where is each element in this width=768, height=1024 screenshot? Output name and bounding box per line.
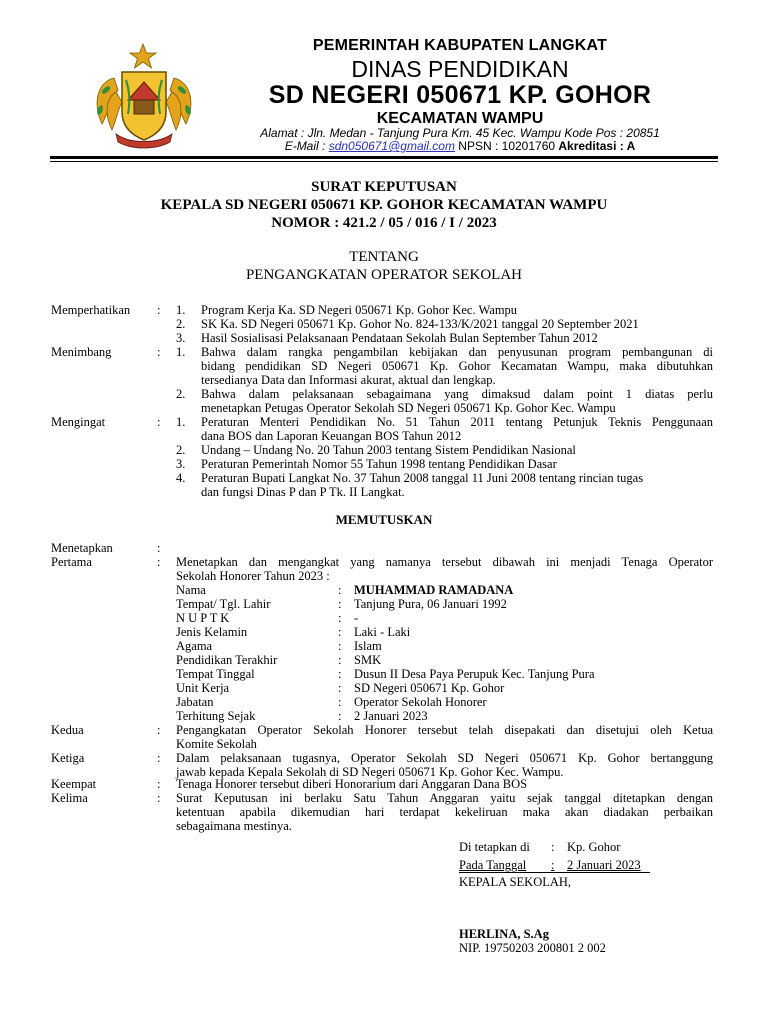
list-number: 1. [176,345,186,359]
kelima-line: sebagaimana mestinya. [176,819,292,833]
list-item: Program Kerja Ka. SD Negeri 050671 Kp. Gohor Kec. Wampu [201,303,518,317]
district-name: KECAMATAN WAMPU [376,110,544,127]
letterhead-rule-thick [50,156,718,159]
list-number: 3. [176,331,186,345]
field-value: SMK [354,653,382,667]
field-value: Operator Sekolah Honorer [354,695,487,709]
menetapkan-label: Menetapkan [51,541,113,555]
field-key: N U P T K [176,611,230,625]
ketiga-line: jawab kepada Kepala Sekolah di SD Negeri 050671 Kp. Gohor Kec. Wampu. [176,765,564,779]
colon: : [551,840,555,854]
colon: : [338,597,342,611]
document-subject: PENGANGKATAN OPERATOR SEKOLAH [245,267,523,283]
pertama-line: Menetapkan dan mengangkat yang namanya tersebut dibawah ini menjadi Tenaga Operator [176,555,713,569]
document-type: SURAT KEPUTUSAN [311,179,457,195]
school-address: Alamat : Jln. Medan - Tanjung Pura Km. 45 Kec. Wampu Kode Pos : 20851 [260,126,660,140]
keempat-line: Tenaga Honorer tersebut diberi Honorarium dari Anggaran Dana BOS [176,777,528,791]
accreditation: Akreditasi : A [558,139,636,153]
menimbang-label: Menimbang [51,345,112,359]
list-item-line: Peraturan Bupati Langkat No. 37 Tahun 2008 tanggal 11 Juni 2008 tentang rincian tugas [201,471,644,485]
list-item-line: Bahwa dalam rangka pengambilan kebijakan dan penyusunan program pembangunan di [201,345,713,359]
colon: : [157,751,161,765]
list-number: 2. [176,387,186,401]
field-key: Unit Kerja [176,681,230,695]
ketiga-line: Dalam pelaksanaan tugasnya, Operator Sekolah SD Negeri 050671 Kp. Gohor bertanggung [176,751,713,765]
field-key: Jabatan [176,695,214,709]
contact-line [200,139,720,153]
date-value: 2 Januari 2023 [567,858,641,872]
field-value: Laki - Laki [354,625,411,639]
keempat-label: Keempat [51,777,97,791]
field-value-name: MUHAMMAD RAMADANA [354,583,514,597]
department-name: DINAS PENDIDIKAN [351,56,569,82]
colon: : [338,611,342,625]
list-item: Hasil Sosialisasi Pelaksanaan Pendataan Sekolah Bulan September Tahun 2012 [201,331,598,345]
colon: : [157,303,161,317]
colon: : [157,415,161,429]
field-value: - [354,611,359,625]
date-label: Pada Tanggal [459,858,527,872]
field-key: Terhitung Sejak [176,709,256,723]
colon: : [338,709,342,723]
list-item-line: dan fungsi Dinas P dan P Tk. II Langkat. [201,485,405,499]
signatory-name: HERLINA, S.Ag [459,927,549,941]
colon: : [338,583,342,597]
letterhead-rule-thin [50,161,718,162]
pertama-label: Pertama [51,555,92,569]
list-item: SK Ka. SD Negeri 050671 Kp. Gohor No. 824-133/K/2021 tanggal 20 September 2021 [201,317,639,331]
colon: : [338,667,342,681]
field-key: Pendidikan Terakhir [176,653,278,667]
kelima-line: Surat Keputusan ini berlaku Satu Tahun Anggaran yaitu sejak tanggal ditetapkan dengan [176,791,713,805]
field-key: Tempat/ Tgl. Lahir [176,597,271,611]
list-number: 1. [176,415,186,429]
colon: : [157,777,161,791]
field-key: Nama [176,583,206,597]
field-value: 2 Januari 2023 [354,709,428,723]
kedua-label: Kedua [51,723,84,737]
signatory-position: KEPALA SEKOLAH, [459,875,572,889]
email-label: E-Mail : [284,139,326,153]
colon: : [551,858,555,872]
pertama-line: Sekolah Honorer Tahun 2023 : [176,569,330,583]
government-name: PEMERINTAH KABUPATEN LANGKAT [312,37,608,54]
colon: : [338,695,342,709]
document-number: NOMOR : 421.2 / 05 / 016 / I / 2023 [271,215,497,231]
place-label: Di tetapkan di [459,840,530,854]
field-key: Agama [176,639,213,653]
list-number: 1. [176,303,186,317]
colon: : [157,555,161,569]
npsn: NPSN : 10201760 [454,139,559,153]
list-item-line: tersedianya Data dan Informasi akurat, aktual dan lengkap. [201,373,496,387]
colon: : [157,723,161,737]
colon: : [157,791,161,805]
list-item-line: bidang pendidikan SD Negeri 050671 Kp. Gohor Kecamatan Wampu, maka dibutuhkan [201,359,713,373]
colon: : [338,639,342,653]
signatory-nip: NIP. 19750203 200801 2 002 [459,941,606,955]
memutuskan-heading: MEMUTUSKAN [335,512,433,527]
field-key: Jenis Kelamin [176,625,248,639]
list-item-line: Peraturan Menteri Pendidikan No. 51 Tahun 2011 tentang Petunjuk Teknis Penggunaan [201,415,713,429]
list-number: 2. [176,443,186,457]
document-issuer: KEPALA SD NEGERI 050671 KP. GOHOR KECAMATAN WAMPU [160,197,608,213]
list-number: 2. [176,317,186,331]
colon: : [338,625,342,639]
kedua-line: Pengangkatan Operator Sekolah Honorer tersebut telah disepakati dan disetujui oleh Ketua [176,723,713,737]
list-item-line: Bahwa dalam pelaksanaan sebagaimana yang dimaksud dalam point 1 diatas perlu [201,387,713,401]
list-number: 3. [176,457,186,471]
school-name: SD NEGERI 050671 KP. GOHOR [268,81,652,109]
field-key: Tempat Tinggal [176,667,255,681]
email-link[interactable]: sdn050671@gmail.com [328,139,455,153]
field-value: Tanjung Pura, 06 Januari 1992 [354,597,507,611]
colon: : [338,653,342,667]
field-value: Islam [354,639,382,653]
ketiga-label: Ketiga [51,751,85,765]
mengingat-label: Mengingat [51,415,106,429]
list-item-line: Peraturan Pemerintah Nomor 55 Tahun 1998 tentang Pendidikan Dasar [201,457,557,471]
list-item-line: Undang – Undang No. 20 Tahun 2003 tentang Sistem Pendidikan Nasional [201,443,576,457]
kelima-line: ketentuan apabila dikemudian hari terdapat kekeliruan maka akan diadakan perbaikan [176,805,713,819]
colon: : [338,681,342,695]
date-underline [459,872,650,873]
memperhatikan-label: Memperhatikan [51,303,131,317]
field-value: SD Negeri 050671 Kp. Gohor [354,681,505,695]
list-item-line: dana BOS dan Laporan Keuangan BOS Tahun 2012 [201,429,462,443]
field-value: Dusun II Desa Paya Perupuk Kec. Tanjung Pura [354,667,595,681]
colon: : [157,345,161,359]
list-item-line: menetapkan Petugas Operator Sekolah SD Negeri 050671 Kp. Gohor Kec. Wampu [201,401,616,415]
kedua-line: Komite Sekolah [176,737,257,751]
kelima-label: Kelima [51,791,88,805]
list-number: 4. [176,471,186,485]
about-label: TENTANG [349,249,419,265]
place-value: Kp. Gohor [567,840,621,854]
colon: : [157,541,161,555]
langkat-regency-emblem [86,40,202,156]
